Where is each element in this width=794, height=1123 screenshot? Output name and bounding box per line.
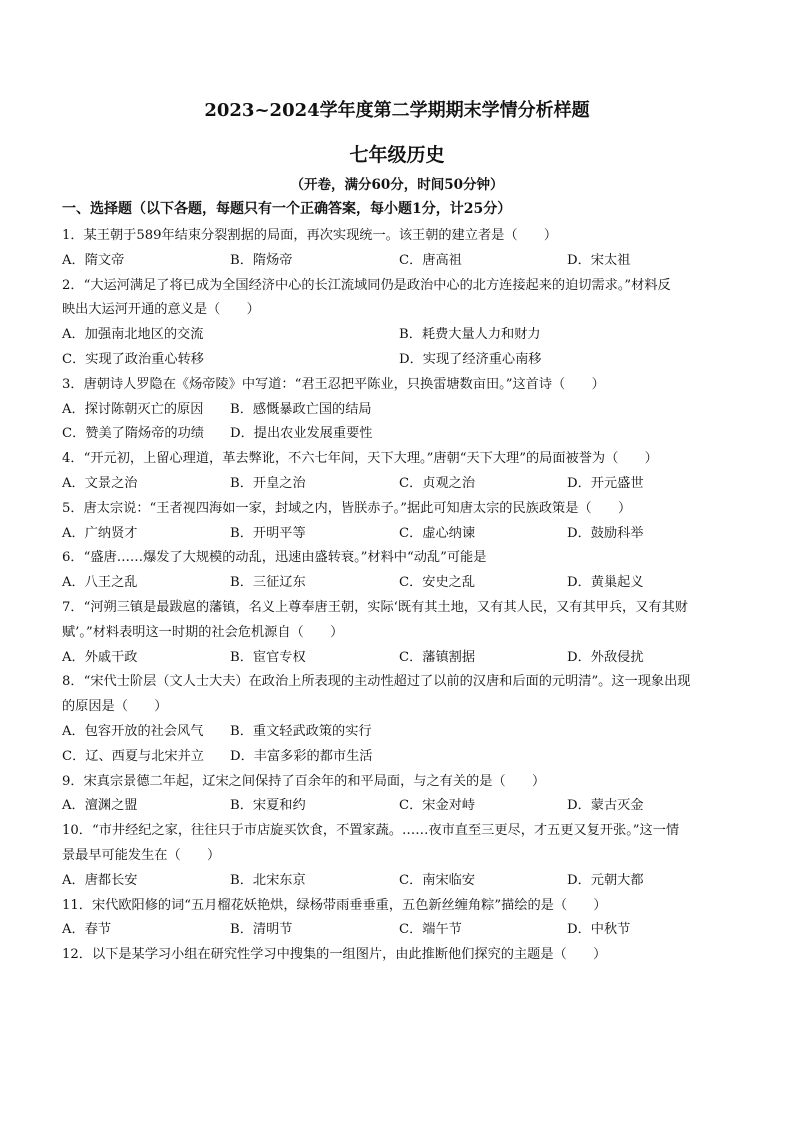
question-stem-line: 8．“宋代士阶层（文人士大夫）在政治上所表现的主动性超过了以前的汉唐和后面的元明清”。这一现象出现 (62, 674, 691, 690)
question-6 (62, 546, 734, 596)
question-2 (62, 274, 734, 373)
option-d[interactable]: D．提出农业发展重要性 (230, 426, 373, 442)
option-c[interactable]: C．实现了政治重心转移 (62, 351, 204, 367)
options-row (62, 323, 734, 348)
exam-title: 2023~2024学年度第二学期期末学情分析样题 (204, 100, 590, 121)
options-row (62, 918, 734, 943)
options-row (62, 348, 734, 373)
question-stem-line: 赋’。”材料表明这一时期的社会危机源自（ ） (62, 624, 344, 640)
option-c[interactable]: C．辽、西夏与北宋并立 (62, 748, 204, 764)
option-b[interactable]: B．清明节 (230, 922, 293, 938)
option-c[interactable]: C．贞观之治 (399, 475, 476, 491)
question-1 (62, 224, 734, 274)
question-stem-line: 10．“市井经纪之家，往往只于市店旋买饮食，不置家蔬。……夜市直至三更尽，才五更又复开张。”这一情 (62, 823, 680, 839)
section-heading: 一、选择题（以下各题，每题只有一个正确答案，每小题1分，计25分） (62, 201, 512, 217)
option-c[interactable]: C．南宋临安 (399, 872, 476, 888)
option-b[interactable]: B．宋夏和约 (230, 798, 306, 814)
question-9 (62, 770, 734, 820)
option-d[interactable]: D．鼓励科举 (567, 525, 644, 541)
question-5 (62, 497, 734, 547)
question-11 (62, 894, 734, 944)
option-a[interactable]: A．探讨陈朝灭亡的原因 (62, 401, 204, 417)
option-b[interactable]: B．三征辽东 (230, 575, 306, 591)
question-8 (62, 670, 734, 769)
question-stem-line: 景最早可能发生在（ ） (62, 847, 221, 863)
question-3 (62, 373, 734, 447)
option-d[interactable]: D．丰富多彩的都市生活 (230, 748, 373, 764)
question-stem-line: 2．“大运河满足了将已成为全国经济中心的长江流域同仍是政治中心的北方连接起来的迫切需求。”材料反 (62, 277, 671, 293)
option-a[interactable]: A．文景之治 (62, 475, 138, 491)
option-d[interactable]: D．开元盛世 (567, 475, 644, 491)
question-4 (62, 447, 734, 497)
question-10 (62, 819, 734, 893)
option-c[interactable]: C．宋金对峙 (399, 798, 476, 814)
option-c[interactable]: C．安史之乱 (399, 575, 476, 591)
question-stem-line: 的原因是（ ） (62, 699, 168, 715)
question-stem-line: 11．宋代欧阳修的词“五月榴花妖艳烘，绿杨带雨垂垂重，五色新丝缠角粽”描绘的是（ ） (62, 897, 607, 913)
option-d[interactable]: D．蒙古灭金 (567, 798, 644, 814)
exam-subject: 七年级历史 (349, 144, 445, 166)
option-d[interactable]: D．黄巢起义 (567, 575, 644, 591)
option-c[interactable]: C．唐高祖 (399, 252, 462, 268)
option-d[interactable]: D．元朝大都 (567, 872, 644, 888)
option-b[interactable]: B．北宋东京 (230, 872, 306, 888)
option-a[interactable]: A．包容开放的社会风气 (62, 723, 204, 739)
question-stem-line: 4．“开元初，上留心理道，革去弊讹，不六七年间，天下大理。”唐朝“天下大理”的局面被誉为（ ） (62, 451, 658, 467)
option-d[interactable]: D．实现了经济重心南移 (399, 351, 542, 367)
question-stem-line: 7．“河朔三镇是最跋扈的藩镇，名义上尊奉唐王朝，实际‘既有其土地，又有其人民，又有其甲兵，又有其财 (62, 599, 688, 615)
options-row (62, 571, 734, 596)
question-12 (62, 943, 734, 968)
options-row (62, 745, 734, 770)
question-stem-line: 1．某王朝于589年结束分裂割据的局面，再次实现统一。该王朝的建立者是（ ） (62, 228, 558, 243)
options-row (62, 249, 734, 274)
option-b[interactable]: B．宦官专权 (230, 649, 306, 665)
option-a[interactable]: A．加强南北地区的交流 (62, 327, 204, 343)
option-b[interactable]: B．开皇之治 (230, 475, 306, 491)
option-a[interactable]: A．澶渊之盟 (62, 798, 138, 814)
options-row (62, 794, 734, 819)
option-a[interactable]: A．八王之乱 (62, 575, 138, 591)
question-stem-line: 12．以下是某学习小组在研究性学习中搜集的一组图片，由此推断他们探究的主题是（ ） (62, 947, 607, 963)
option-d[interactable]: D．宋太祖 (567, 252, 631, 268)
exam-note: （开卷，满分60分，时间50分钟） (290, 177, 504, 193)
options-row (62, 472, 734, 497)
option-b[interactable]: B．隋炀帝 (230, 252, 293, 268)
option-c[interactable]: C．虚心纳谏 (399, 525, 476, 541)
question-stem-line: 5．唐太宗说：“王者视四海如一家，封域之内，皆朕赤子。”据此可知唐太宗的民族政策是（ ） (62, 500, 632, 516)
option-c[interactable]: C．藩镇割据 (399, 649, 476, 665)
option-b[interactable]: B．重文轻武政策的实行 (230, 723, 372, 739)
option-b[interactable]: B．感慨暴政亡国的结局 (230, 401, 372, 417)
question-7 (62, 596, 734, 670)
question-stem-line: 映出大运河开通的意义是（ ） (62, 302, 260, 318)
question-list (62, 224, 734, 968)
option-b[interactable]: B．耗费大量人力和财力 (399, 327, 541, 343)
options-row (62, 398, 734, 423)
options-row (62, 422, 734, 447)
options-row (62, 646, 734, 671)
options-row (62, 869, 734, 894)
question-stem-line: 9．宋真宗景德二年起，辽宋之间保持了百余年的和平局面，与之有关的是（ ） (62, 773, 546, 789)
options-row (62, 522, 734, 547)
option-d[interactable]: D．外敌侵扰 (567, 649, 644, 665)
option-d[interactable]: D．中秋节 (567, 922, 631, 938)
option-c[interactable]: C．端午节 (399, 922, 462, 938)
option-a[interactable]: A．唐都长安 (62, 872, 138, 888)
option-b[interactable]: B．开明平等 (230, 525, 306, 541)
question-stem-line: 6．“盛唐……爆发了大规模的动乱，迅速由盛转衰。”材料中“动乱”可能是 (62, 550, 487, 566)
question-stem-line: 3．唐朝诗人罗隐在《炀帝陵》中写道：“君王忍把平陈业，只换雷塘数亩田。”这首诗（ ） (62, 376, 605, 392)
option-a[interactable]: A．外戚干政 (62, 649, 138, 665)
options-row (62, 720, 734, 745)
option-a[interactable]: A．春节 (62, 922, 112, 938)
option-a[interactable]: A．广纳贤才 (62, 525, 138, 541)
option-c[interactable]: C．赞美了隋炀帝的功绩 (62, 426, 204, 442)
option-a[interactable]: A．隋文帝 (62, 252, 125, 268)
